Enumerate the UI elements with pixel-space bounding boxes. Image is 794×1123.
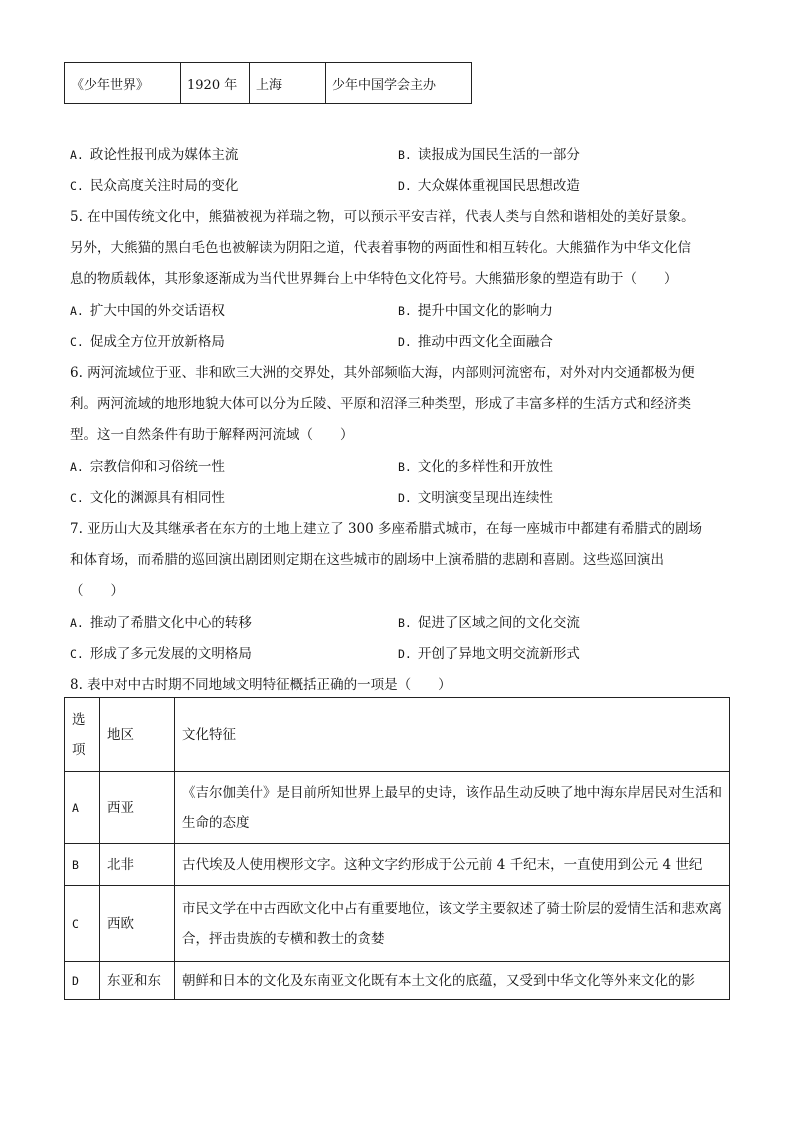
row-region: 北非	[100, 844, 175, 886]
header-region: 地区	[100, 698, 175, 772]
row-region: 西欧	[100, 886, 175, 962]
row-feature: 古代埃及人使用楔形文字。这种文字约形成于公元前 4 千纪末，一直使用到公元 4 世纪	[175, 844, 730, 886]
table-row	[65, 886, 730, 962]
row-region: 西亚	[100, 772, 175, 844]
q7-option-b: B. 促进了区域之间的文化交流	[398, 615, 580, 631]
q4-option-a: A. 政论性报刊成为媒体主流	[70, 147, 239, 163]
row-feature: 朝鲜和日本的文化及东南亚文化既有本土文化的底蕴，又受到中华文化等外来文化的影	[175, 962, 730, 1000]
civilization-table	[64, 697, 730, 1000]
q7-stem-line: 和体育场，而希腊的巡回演出剧团则定期在这些城市的剧场中上演希腊的悲剧和喜剧。这些巡回演出	[70, 552, 664, 568]
row-option: C	[65, 886, 100, 962]
row-region: 东亚和东	[100, 962, 175, 1000]
table-cell: 1920 年	[181, 63, 250, 104]
table-row	[65, 844, 730, 886]
table-row	[65, 772, 730, 844]
q6-stem-line: 6. 两河流域位于亚、非和欧三大洲的交界处，其外部频临大海，内部则河流密布，对外对内交通都极为便	[70, 365, 695, 381]
header-option: 选项	[65, 698, 100, 772]
q5-option-b: B. 提升中国文化的影响力	[398, 303, 553, 319]
table-cell: 上海	[250, 63, 326, 104]
table-cell: 少年中国学会主办	[326, 63, 472, 104]
table-row	[65, 962, 730, 1000]
q6-option-a: A. 宗教信仰和习俗统一性	[70, 459, 225, 475]
q4-option-b: B. 读报成为国民生活的一部分	[398, 147, 580, 163]
q5-stem-line: 另外，大熊猫的黑白毛色也被解读为阴阳之道，代表着事物的两面性和相互转化。大熊猫作为中华文化信	[70, 240, 691, 256]
row-option: A	[65, 772, 100, 844]
table-cell: 《少年世界》	[65, 63, 181, 104]
q6-option-d: D. 文明演变呈现出连续性	[398, 490, 553, 506]
q7-option-d: D. 开创了异地文明交流新形式	[398, 646, 580, 662]
q4-option-c: C. 民众高度关注时局的变化	[70, 178, 239, 194]
q5-option-d: D. 推动中西文化全面融合	[398, 334, 553, 350]
q6-option-c: C. 文化的渊源具有相同性	[70, 490, 225, 506]
q7-option-a: A. 推动了希腊文化中心的转移	[70, 615, 252, 631]
q6-stem-line: 型。这一自然条件有助于解释两河流域（ ）	[70, 427, 354, 443]
table-row	[65, 63, 472, 104]
row-feature: 市民文学在中古西欧文化中占有重要地位，该文学主要叙述了骑士阶层的爱情生活和悲欢离合，抨击贵族的专横和教士的贪婪	[175, 886, 730, 962]
periodical-table	[64, 62, 472, 104]
q6-stem-line: 利。两河流域的地形地貌大体可以分为丘陵、平原和沼泽三种类型，形成了丰富多样的生活方式和经济类	[70, 396, 691, 412]
q7-stem-line: （ ）	[70, 583, 124, 599]
q4-option-d: D. 大众媒体重视国民思想改造	[398, 178, 580, 194]
q5-stem-line: 5. 在中国传统文化中，熊猫被视为祥瑞之物，可以预示平安吉祥，代表人类与自然和谐相处的美好景象。	[70, 209, 695, 225]
row-option: B	[65, 844, 100, 886]
q7-stem-line: 7. 亚历山大及其继承者在东方的土地上建立了 300 多座希腊式城市，在每一座城市中都建有希腊式的剧场	[70, 521, 703, 537]
q6-option-b: B. 文化的多样性和开放性	[398, 459, 553, 475]
q5-stem-line: 息的物质载体，其形象逐渐成为当代世界舞台上中华特色文化符号。大熊猫形象的塑造有助于（ ）	[70, 271, 678, 287]
row-option: D	[65, 962, 100, 1000]
q5-option-a: A. 扩大中国的外交话语权	[70, 303, 225, 319]
q5-option-c: C. 促成全方位开放新格局	[70, 334, 225, 350]
table-header-row	[65, 698, 730, 772]
header-feature: 文化特征	[175, 698, 730, 772]
row-feature: 《吉尔伽美什》是目前所知世界上最早的史诗，该作品生动反映了地中海东岸居民对生活和生命的态度	[175, 772, 730, 844]
q8-stem: 8. 表中对中古时期不同地域文明特征概括正确的一项是（ ）	[70, 677, 452, 693]
q7-option-c: C. 形成了多元发展的文明格局	[70, 646, 252, 662]
